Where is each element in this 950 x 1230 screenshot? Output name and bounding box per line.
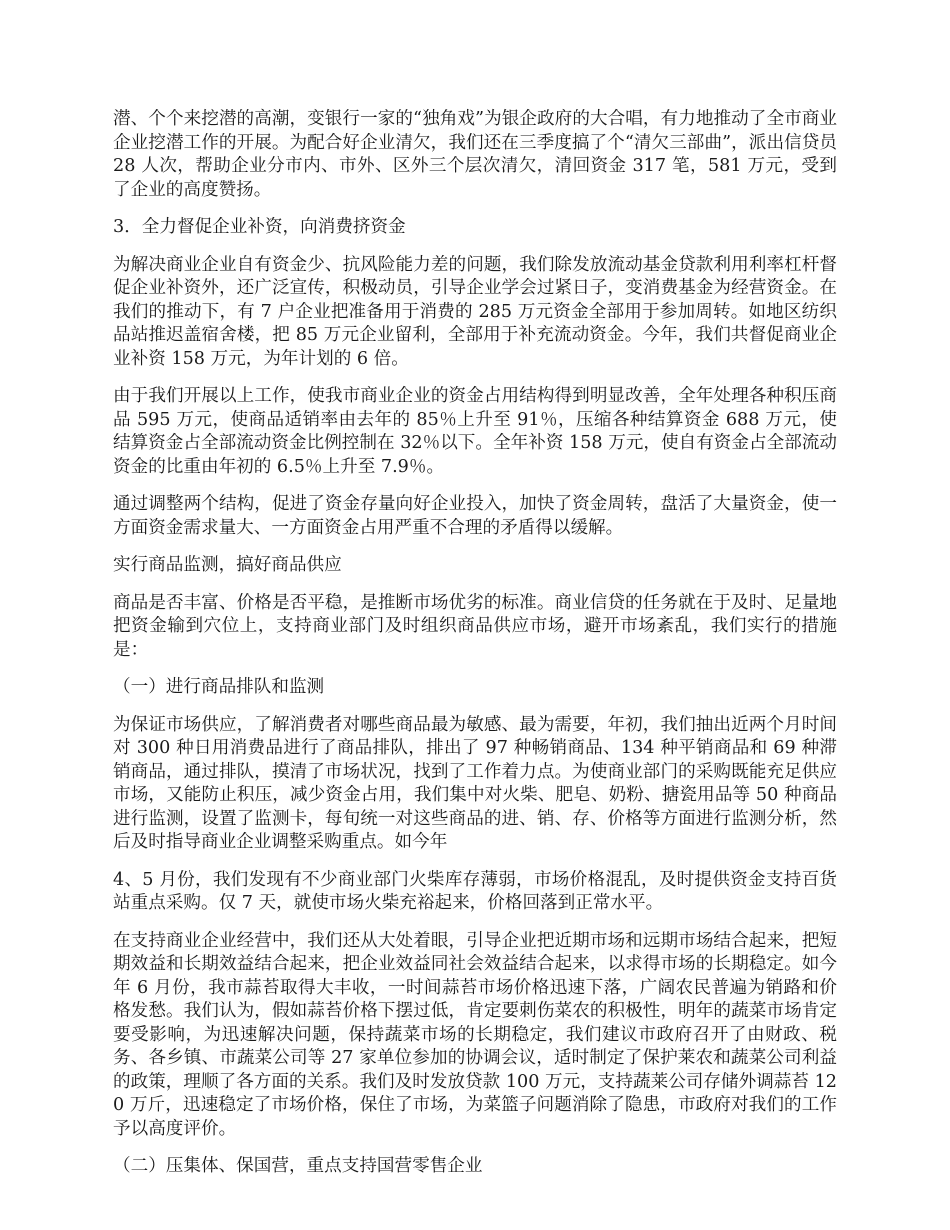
subsection-heading-state-retail: （二）压集体、保国营，重点支持国营零售企业 <box>113 1156 483 1176</box>
paragraph-capital-supplement: 为解决商业企业自有资金少、抗风险能力差的问题，我们除发放流动基金贷款利用利率杠杆督促企业补资外，还广泛宣传，积极动员，引导企业学会过紧日子，变消费基金为经营资金。在我们的推动下，有 7 户企业把准备用于消费的 285 万元资金全部用于参加周转。如地区纺织品站推迟盖宿舍楼，把 85 万元企业留利，全部用于补充流动资金。今年，我们共督促商业企业补资 158 万元，为年计划的 6 倍。 <box>113 254 837 369</box>
section-heading-commodity-monitoring: 实行商品监测，搞好商品供应 <box>113 555 342 575</box>
document-body <box>113 108 837 1193</box>
subsection-heading-ranking: （一）进行商品排队和监测 <box>113 677 325 697</box>
paragraph-structure-adjustment: 通过调整两个结构，促进了资金存量向好企业投入，加快了资金周转，盘活了大量资金，使一方面资金需求量大、一方面资金占用严重不合理的矛盾得以缓解。 <box>113 494 837 538</box>
paragraph-garlic-example: 在支持商业企业经营中，我们还从大处着眼，引导企业把近期市场和远期市场结合起来，把短期效益和长期效益结合起来，把企业效益同社会效益结合起来，以求得市场的长期稳定。如今年 6 月份，我市蒜苔取得大丰收，一时间蒜苔市场价格迅速下落，广阔农民普遍为销路和价格发愁。我们认为，假如蒜苔价格下摆过低，肯定要刺伤菜农的积极性，明年的蔬菜市场肯定要受影响，为迅速解决问题，保持蔬菜市场的长期稳定，我们建议市政府召开了由财政、税务、各乡镇、市蔬菜公司等 27 家单位参加的协调会议，适时制定了保护莱农和蔬菜公司利益的政策，理顺了各方面的关系。我们及时发放贷款 100 万元，支持蔬莱公司存储外调蒜苔 120 万斤，迅速稳定了市场价格，保住了市场，为菜篮子问题消除了隐患，市政府对我们的工作予以高度评价。 <box>113 930 837 1139</box>
paragraph-debt-clearing: 潜、个个来挖潜的高潮，变银行一家的“独角戏”为银企政府的大合唱，有力地推动了全市商业企业挖潜工作的开展。为配合好企业清欠，我们还在三季度搞了个“清欠三部曲”，派出信贷员 28 人次，帮助企业分市内、市外、区外三个层次清欠，清回资金 317 笔，581 万元，受到了企业的高度赞扬。 <box>113 109 837 200</box>
paragraph-matches-example: 4、5 月份，我们发现有不少商业部门火柴库存薄弱，市场价格混乱，及时提供资金支持百货站重点采购。仅 7 天，就使市场火柴充裕起来，价格回落到正常水平。 <box>113 869 837 913</box>
paragraph-ranking-detail: 为保证市场供应，了解消费者对哪些商品最为敏感、最为需要，年初，我们抽出近两个月时间对 300 种日用消费品进行了商品排队，排出了 97 种畅销商品、134 种平销商品和 69 种滞销商品，通过排队，摸清了市场状况，找到了工作着力点。为使商业部门的采购既能充足供应市场，又能防止积压，减少资金占用，我们集中对火柴、肥皂、奶粉、搪瓷用品等 50 种商品进行监测，设置了监测卡，每旬统一对这些商品的进、销、存、价格等方面进行监测分析，然后及时指导商业企业调整采购重点。如今年 <box>113 714 837 852</box>
paragraph-results: 由于我们开展以上工作，使我市商业企业的资金占用结构得到明显改善，全年处理各种积压商品 595 万元，使商品适销率由去年的 85％上升至 91％，压缩各种结算资金 688 万元，使结算资金占全部流动资金比例控制在 32％以下。全年补资 158 万元，使自有资金占全部流动资金的比重由年初的 6.5％上升至 7.9％。 <box>113 386 837 477</box>
section-heading-capital-supplement: 3．全力督促企业补资，向消费挤资金 <box>113 217 406 237</box>
paragraph-market-standard: 商品是否丰富、价格是否平稳，是推断市场优劣的标准。商业信贷的任务就在于及时、足量地把资金输到穴位上，支持商业部门及时组织商品供应市场，避开市场紊乱，我们实行的措施是： <box>113 592 837 660</box>
